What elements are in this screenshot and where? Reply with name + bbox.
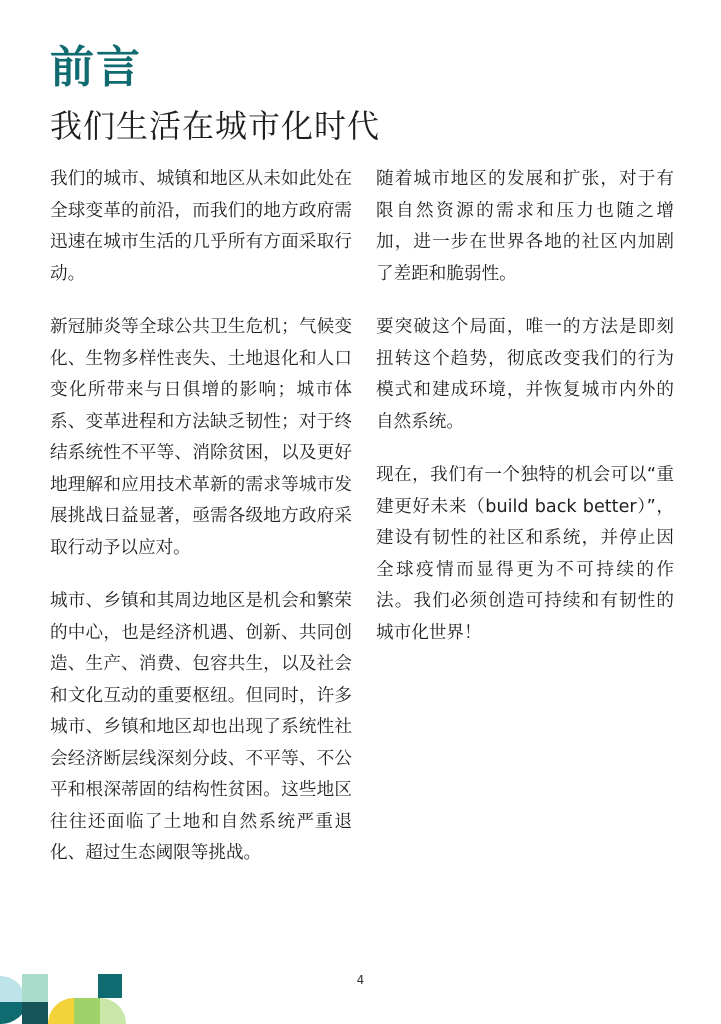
decor-mint-block xyxy=(22,974,48,1002)
paragraph: 要突破这个局面，唯一的方法是即刻扭转这个趋势，彻底改变我们的行为模式和建成环境，并恢复城市内外的自然系统。 xyxy=(376,317,674,432)
page-subtitle: 我们生活在城市化时代 xyxy=(50,107,381,145)
paragraph: 随着城市地区的发展和扩张，对于有限自然资源的需求和压力也随之增加，进一步在世界各地的社区内加剧了差距和脆弱性。 xyxy=(376,169,674,284)
decor-green-block xyxy=(74,998,100,1024)
right-column xyxy=(376,164,674,671)
decor-dark-teal-block xyxy=(22,1002,48,1024)
decor-green-light-shape xyxy=(100,998,126,1024)
paragraph: 我们的城市、城镇和地区从未如此处在全球变革的前沿，而我们的地方政府需迅速在城市生活的几乎所有方面采取行动。 xyxy=(50,169,352,284)
left-column xyxy=(50,164,352,892)
page-title: 前言 xyxy=(50,42,142,93)
decor-yellow-shape xyxy=(48,998,74,1024)
paragraph: 新冠肺炎等全球公共卫生危机；气候变化、生物多样性丧失、土地退化和人口变化所带来与日俱增的影响；城市体系、变革进程和方法缺乏韧性；对于终结系统性不平等、消除贫困，以及更好地理解和应用技术革新的需求等城市发展挑战日益显著，亟需各级地方政府采取行动予以应对。 xyxy=(50,317,352,558)
paragraph: 现在，我们有一个独特的机会可以“重建更好未来（build back better）”，建设有韧性的社区和系统，并停止因全球疫情而显得更为不可持续的作法。我们必须创造可持续和有韧性的城市化世界！ xyxy=(376,465,674,643)
paragraph: 城市、乡镇和其周边地区是机会和繁荣的中心，也是经济机遇、创新、共同创造、生产、消费、包容共生，以及社会和文化互动的重要枢纽。但同时，许多城市、乡镇和地区却也出现了系统性社会经济断层线深刻分歧、不平等、不公平和根深蒂固的结构性贫困。这些地区往往还面临了土地和自然系统严重退化、超过生态阈限等挑战。 xyxy=(50,591,352,863)
decorative-shapes-logo xyxy=(0,950,130,1024)
decor-teal-square xyxy=(98,974,122,998)
page-number: 4 xyxy=(356,973,365,987)
